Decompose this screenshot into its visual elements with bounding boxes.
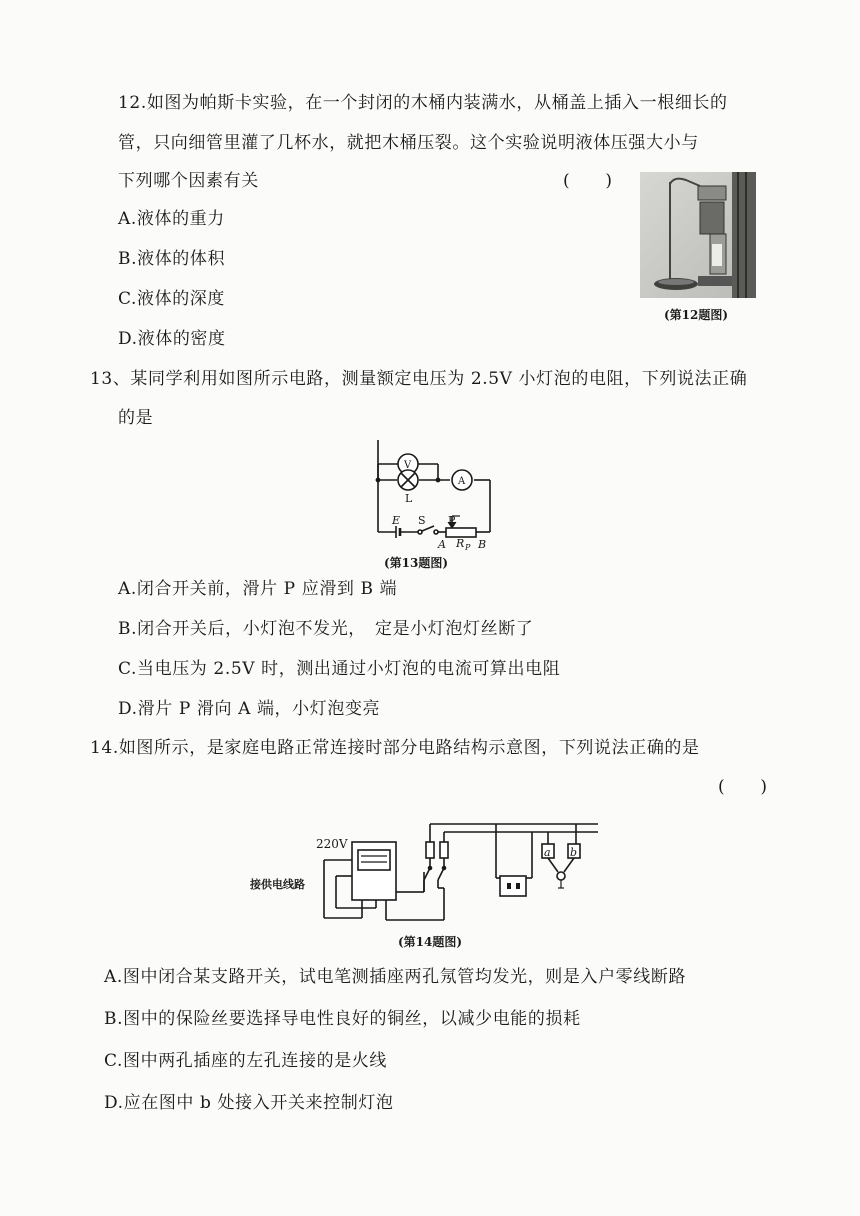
supply-voltage-label: 220V <box>316 837 348 851</box>
q14-option-c: C.图中两孔插座的左孔连接的是火线 <box>104 1051 388 1071</box>
q12-option-c: C.液体的深度 <box>118 289 226 309</box>
q13-option-d: D.滑片 P 滑向 A 端，小灯泡变亮 <box>118 699 381 719</box>
supply-line-label: 接供电线路 <box>250 878 305 891</box>
q13-circuit-diagram <box>356 440 496 552</box>
voltmeter-label: V <box>404 460 412 471</box>
rheostat-label: R <box>456 537 465 550</box>
slider-label: P <box>448 514 456 527</box>
q12-figure-caption: (第12题图) <box>664 308 729 322</box>
switch-label: S <box>418 514 426 527</box>
q13-stem-line1: 13、某同学利用如图所示电路，测量额定电压为 2.5V 小灯泡的电阻，下列说法正确 <box>90 369 748 389</box>
rheostat-end-b-label: B <box>478 538 487 551</box>
lamp-label: L <box>405 492 413 505</box>
q13-option-a: A.闭合开关前，滑片 P 应滑到 B 端 <box>118 579 398 599</box>
q13-option-c: C.当电压为 2.5V 时，测出通过小灯泡的电流可算出电阻 <box>118 659 561 679</box>
q12-option-a: A.液体的重力 <box>118 209 225 229</box>
point-a-label: a <box>544 846 551 859</box>
q13-figure-caption: (第13题图) <box>384 556 449 570</box>
q12-stem-line1: 12.如图为帕斯卡实验，在一个封闭的木桶内装满水，从桶盖上插入一根细长的 <box>118 93 728 113</box>
q13-option-b: B.闭合开关后，小灯泡不发光， 定是小灯泡灯丝断了 <box>118 619 534 639</box>
q12-stem-line3: 下列哪个因素有关 <box>118 171 259 191</box>
rheostat-end-a-label: A <box>438 538 446 551</box>
q14-figure-caption: (第14题图) <box>398 935 463 949</box>
q14-stem-line1: 14.如图所示，是家庭电路正常连接时部分电路结构示意图，下列说法正确的是 <box>90 738 700 758</box>
battery-label: E <box>392 514 401 527</box>
q14-option-b: B.图中的保险丝要选择导电性良好的铜丝，以减少电能的损耗 <box>104 1009 581 1029</box>
q12-answer-paren: ( ) <box>563 171 613 191</box>
q14-answer-paren: ( ) <box>718 777 768 797</box>
point-b-label: b <box>570 846 578 859</box>
q14-option-d: D.应在图中 b 处接入开关来控制灯泡 <box>104 1093 394 1113</box>
q14-household-circuit-diagram <box>246 812 606 924</box>
q13-stem-line2: 的是 <box>118 408 154 428</box>
q12-pascal-barrel-photo <box>640 172 756 298</box>
q12-stem-line2: 管，只向细管里灌了几杯水，就把木桶压裂。这个实验说明液体压强大小与 <box>118 133 699 153</box>
q12-option-b: B.液体的体积 <box>118 249 226 269</box>
ammeter-label: A <box>458 476 466 487</box>
rheostat-subscript: P <box>465 543 471 552</box>
q14-option-a: A.图中闭合某支路开关，试电笔测插座两孔氖管均发光，则是入户零线断路 <box>104 967 687 987</box>
q12-option-d: D.液体的密度 <box>118 329 226 349</box>
